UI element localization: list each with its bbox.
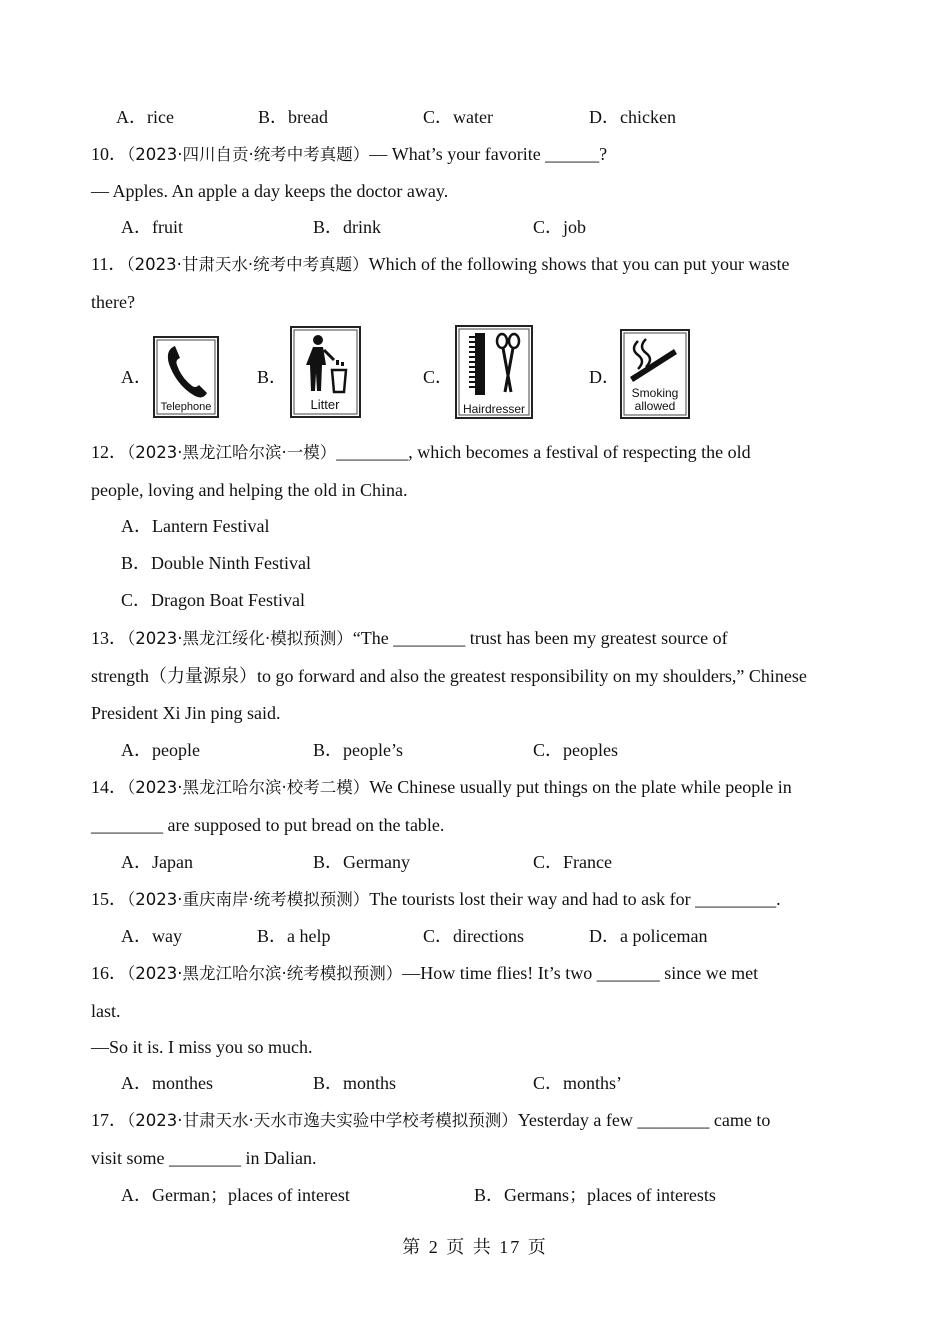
q11-source: （2023·甘肃天水·统考中考真题） [126,255,369,274]
q13-source: （2023·黑龙江绥化·模拟预测） [127,629,353,648]
q11-option-d: D． [589,367,620,387]
q16-text: —How time flies! It’s two _______ since we met [402,963,759,983]
q15-text: The tourists lost their way and had to ask for _________. [369,889,781,909]
q15-stem [91,887,781,912]
q12-number: 12． [91,442,127,462]
q13-option-c: C．peoples [533,740,618,760]
q13-stem [91,626,728,651]
q11-option-c: C． [423,367,454,387]
q12-source: （2023·黑龙江哈尔滨·一模） [127,443,337,462]
q14-stem [91,775,792,800]
q11-option-a: A． [121,367,152,387]
q9-option-b: B．bread [258,107,328,127]
telephone-sign-icon [153,336,219,418]
q13-option-a: A．people [121,740,200,760]
q16-stem [91,961,758,986]
q17-text: Yesterday a few ________ came to [517,1110,771,1130]
q9-option-c: C．water [423,107,493,127]
q10-stem [91,142,607,167]
q12-option-a: A．Lantern Festival [121,516,270,536]
smoking-allowed-sign-icon [620,329,690,419]
q15-option-d: D．a policeman [589,926,708,946]
q11-stem [91,252,790,277]
q10-text: — What’s your favorite ______? [369,144,608,164]
q15-number: 15． [91,889,127,909]
q16-line3: —So it is. I miss you so much. [91,1037,313,1057]
q17-option-b: B．Germans；places of interests [474,1185,716,1205]
litter-sign-label: Litter [310,397,340,412]
q16-option-b: B．months [313,1073,397,1093]
q16-line2: last. [91,1001,121,1021]
q9-option-d: D．chicken [589,107,676,127]
q9-option-a: A．rice [116,107,174,127]
q15-option-b: B．a help [257,926,331,946]
q12-option-b: B．Double Ninth Festival [121,553,311,573]
q10-option-b: B．drink [313,217,382,237]
litter-sign-icon [290,326,361,418]
q10-option-a: A．fruit [121,217,183,237]
q14-number: 14． [91,777,127,797]
q10-number: 10． [91,144,127,164]
telephone-sign-label: Telephone [160,401,212,413]
smoking-sign-label-line2: allowed [634,399,676,413]
q14-line2: ________ are supposed to put bread on the table. [91,815,445,835]
page-footer: 第 2 页 共 17 页 [402,1237,548,1257]
hairdresser-sign-label: Hairdresser [462,402,526,416]
q15-option-c: C．directions [423,926,524,946]
q12-line2: people, loving and helping the old in China. [91,480,408,500]
q13-line3: President Xi Jin ping said. [91,703,281,723]
hairdresser-sign-icon [455,325,533,419]
q17-line2: visit some ________ in Dalian. [91,1148,317,1168]
q11-text: Which of the following shows that you can put your waste [368,254,790,274]
q14-text: We Chinese usually put things on the plate while people in [369,777,792,797]
q14-option-a: A．Japan [121,852,193,872]
q15-source: （2023·重庆南岸·统考模拟预测） [127,890,370,909]
q17-source: （2023·甘肃天水·天水市逸夫实验中学校考模拟预测） [127,1111,518,1130]
q16-option-c: C．months’ [533,1073,623,1093]
q16-option-a: A．monthes [121,1073,213,1093]
q13-option-b: B．people’s [313,740,403,760]
q11-option-b: B． [257,367,288,387]
smoking-sign-label-line1: Smoking [631,386,679,400]
q16-number: 16． [91,963,127,983]
q13-text: “The ________ trust has been my greatest source of [352,628,728,648]
q10-line2: — Apples. An apple a day keeps the doctor away. [91,181,449,201]
q10-source: （2023·四川自贡·统考中考真题） [127,145,370,164]
q10-option-c: C．job [533,217,587,237]
q14-source: （2023·黑龙江哈尔滨·校考二模） [127,778,370,797]
q13-line2: strength（力量源泉）to go forward and also the greatest responsibility on my shoulders,” Chinese [91,666,807,686]
q11-number: 11． [91,254,127,274]
q12-stem [91,440,751,465]
q12-option-c: C．Dragon Boat Festival [121,590,305,610]
q12-text: ________, which becomes a festival of respecting the old [336,442,751,462]
q14-option-b: B．Germany [313,852,410,872]
q17-stem [91,1108,770,1133]
q17-option-a: A．German；places of interest [121,1185,350,1205]
q11-line2: there? [91,292,135,312]
q14-option-c: C．France [533,852,612,872]
q15-option-a: A．way [121,926,182,946]
q17-number: 17． [91,1110,127,1130]
q13-number: 13． [91,628,127,648]
q16-source: （2023·黑龙江哈尔滨·统考模拟预测） [127,964,403,983]
